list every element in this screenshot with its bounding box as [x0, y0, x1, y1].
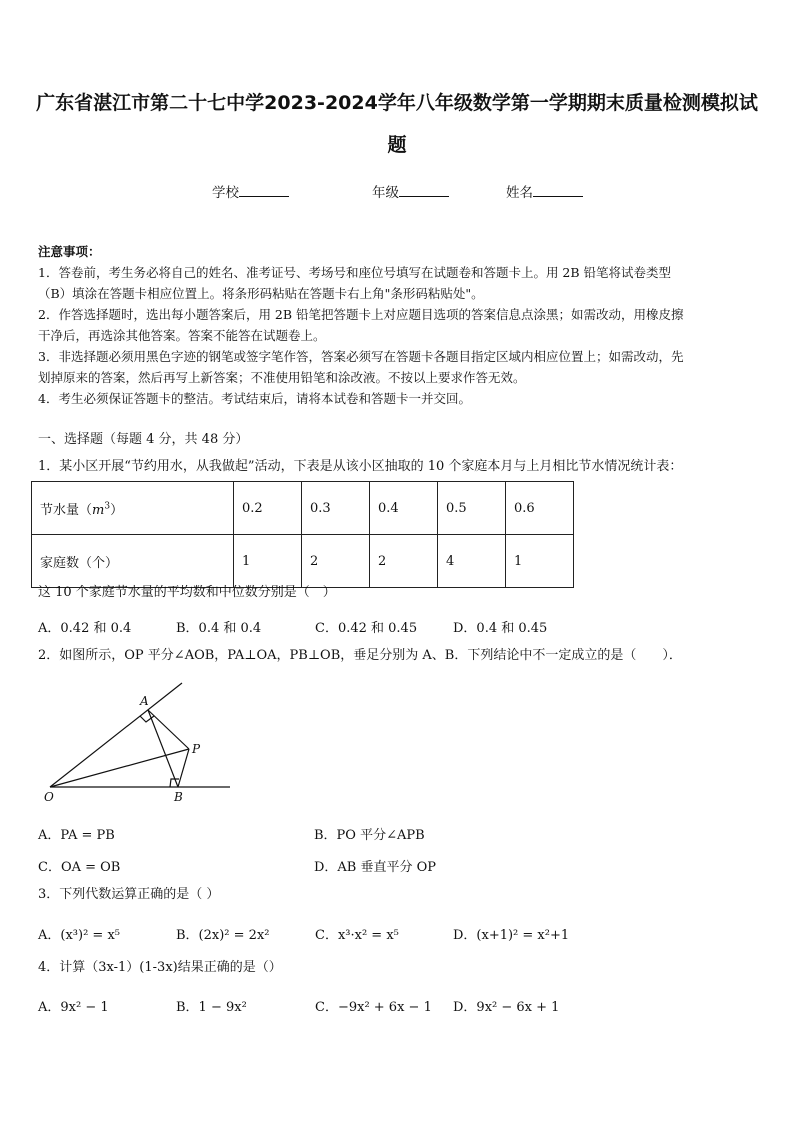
ray-oa [50, 683, 182, 787]
q1-option-d[interactable]: D．0.4 和 0.45 [453, 621, 548, 636]
table-row-header: 家庭数（个） [32, 535, 234, 588]
q3-option-c[interactable]: C．x³·x² = x⁵ [315, 928, 399, 943]
school-field[interactable] [212, 181, 289, 201]
table-cell: 1 [234, 535, 302, 588]
table-cell: 0.5 [438, 482, 506, 535]
table-cell: 1 [506, 535, 574, 588]
segment-pb [178, 749, 189, 787]
q3-option-a[interactable]: A．(x³)² = x⁵ [38, 928, 120, 943]
table-cell: 0.3 [302, 482, 370, 535]
q1-option-a[interactable]: A．0.42 和 0.4 [38, 621, 132, 636]
table-cell: 0.2 [234, 482, 302, 535]
exam-title-line1: 广东省湛江市第二十七中学2023-2024学年八年级数学第一学期期末质量检测模拟试 [36, 92, 758, 114]
note-line: 干净后，再选涂其他答案。答案不能答在试题卷上。 [38, 328, 326, 343]
note-line: 划掉原来的答案，然后再写上新答案；不准使用铅笔和涂改液。不按以上要求作答无效。 [38, 370, 526, 385]
table-cell: 4 [438, 535, 506, 588]
grade-blank[interactable] [399, 184, 449, 197]
name-label: 姓名 [506, 185, 533, 201]
grade-field[interactable] [372, 181, 449, 201]
q2-option-c[interactable]: C．OA = OB [38, 860, 121, 875]
grade-label: 年级 [372, 185, 399, 201]
label-a: A [140, 694, 149, 708]
table-cell: 2 [302, 535, 370, 588]
q2-option-d[interactable]: D．AB 垂直平分 OP [314, 860, 437, 875]
q3-stem: 3．下列代数运算正确的是（ ） [38, 887, 220, 902]
q1-option-c[interactable]: C．0.42 和 0.45 [315, 621, 418, 636]
q4-option-a[interactable]: A．9x² − 1 [38, 1000, 109, 1015]
bisector-op [50, 749, 189, 787]
note-line: 4．考生必须保证答题卡的整洁。考试结束后，请将本试卷和答题卡一并交回。 [38, 391, 471, 406]
q1-option-b[interactable]: B．0.4 和 0.4 [176, 621, 262, 636]
table-row [32, 482, 574, 535]
school-label: 学校 [212, 185, 239, 201]
label-o: O [44, 790, 54, 804]
q2-option-a[interactable]: A．PA = PB [38, 828, 115, 843]
table-cell: 2 [370, 535, 438, 588]
table-row-header: 节水量$(m^3)$ [32, 482, 234, 535]
name-field[interactable] [506, 181, 583, 201]
note-line: 2．作答选择题时，选出每小题答案后，用 2B 铅笔把答题卡上对应题目选项的答案信息点涂黑；如需改动，用橡皮擦 [38, 307, 684, 322]
q3-option-b[interactable]: B．(2x)² = 2x² [176, 928, 270, 943]
q2-stem: 2．如图所示，OP 平分∠AOB，PA⊥OA，PB⊥OB，垂足分别为 A、B．下列结论中不一定成立的是（ ）． [38, 648, 682, 663]
q4-stem: 4．计算（3x-1）(1-3x)结果正确的是（） [38, 960, 282, 975]
label-b: B [174, 790, 183, 804]
table-cell: 0.4 [370, 482, 438, 535]
note-line: 3．非选择题必须用黑色字迹的钢笔或签字笔作答，答案必须写在答题卡各题目指定区域内相应位置上；如需改动，先 [38, 349, 684, 364]
note-line: （B）填涂在答题卡相应位置上。将条形码粘贴在答题卡右上角"条形码粘贴处"。 [38, 286, 484, 301]
section-heading: 一、选择题（每题 4 分，共 48 分） [38, 432, 249, 447]
q1-question: 这 10 个家庭节水量的平均数和中位数分别是（ ） [38, 585, 336, 600]
q2-option-b[interactable]: B．PO 平分∠APB [314, 828, 425, 843]
notes-heading: 注意事项： [38, 244, 101, 259]
q4-option-b[interactable]: B．1 − 9x² [176, 1000, 247, 1015]
q4-option-c[interactable]: C．−9x² + 6x − 1 [315, 1000, 432, 1015]
table-cell: 0.6 [506, 482, 574, 535]
q2-angle-figure [40, 675, 240, 805]
note-line: 1．答卷前，考生务必将自己的姓名、准考证号、考场号和座位号填写在试题卷和答题卡上。用 2B 铅笔将试卷类型 [38, 265, 672, 280]
q1-table [31, 481, 574, 588]
q3-option-d[interactable]: D．(x+1)² = x²+1 [453, 928, 570, 943]
label-p: P [192, 742, 201, 756]
segment-ab [148, 710, 178, 787]
exam-title-line2: 题 [387, 134, 407, 156]
name-blank[interactable] [533, 184, 583, 197]
table-row [32, 535, 574, 588]
q1-stem: 1．某小区开展“节约用水，从我做起”活动，下表是从该小区抽取的 10 个家庭本月与上月相比节水情况统计表： [38, 459, 683, 474]
school-blank[interactable] [239, 184, 289, 197]
segment-pa [148, 710, 189, 749]
q4-option-d[interactable]: D．9x² − 6x + 1 [453, 1000, 560, 1015]
